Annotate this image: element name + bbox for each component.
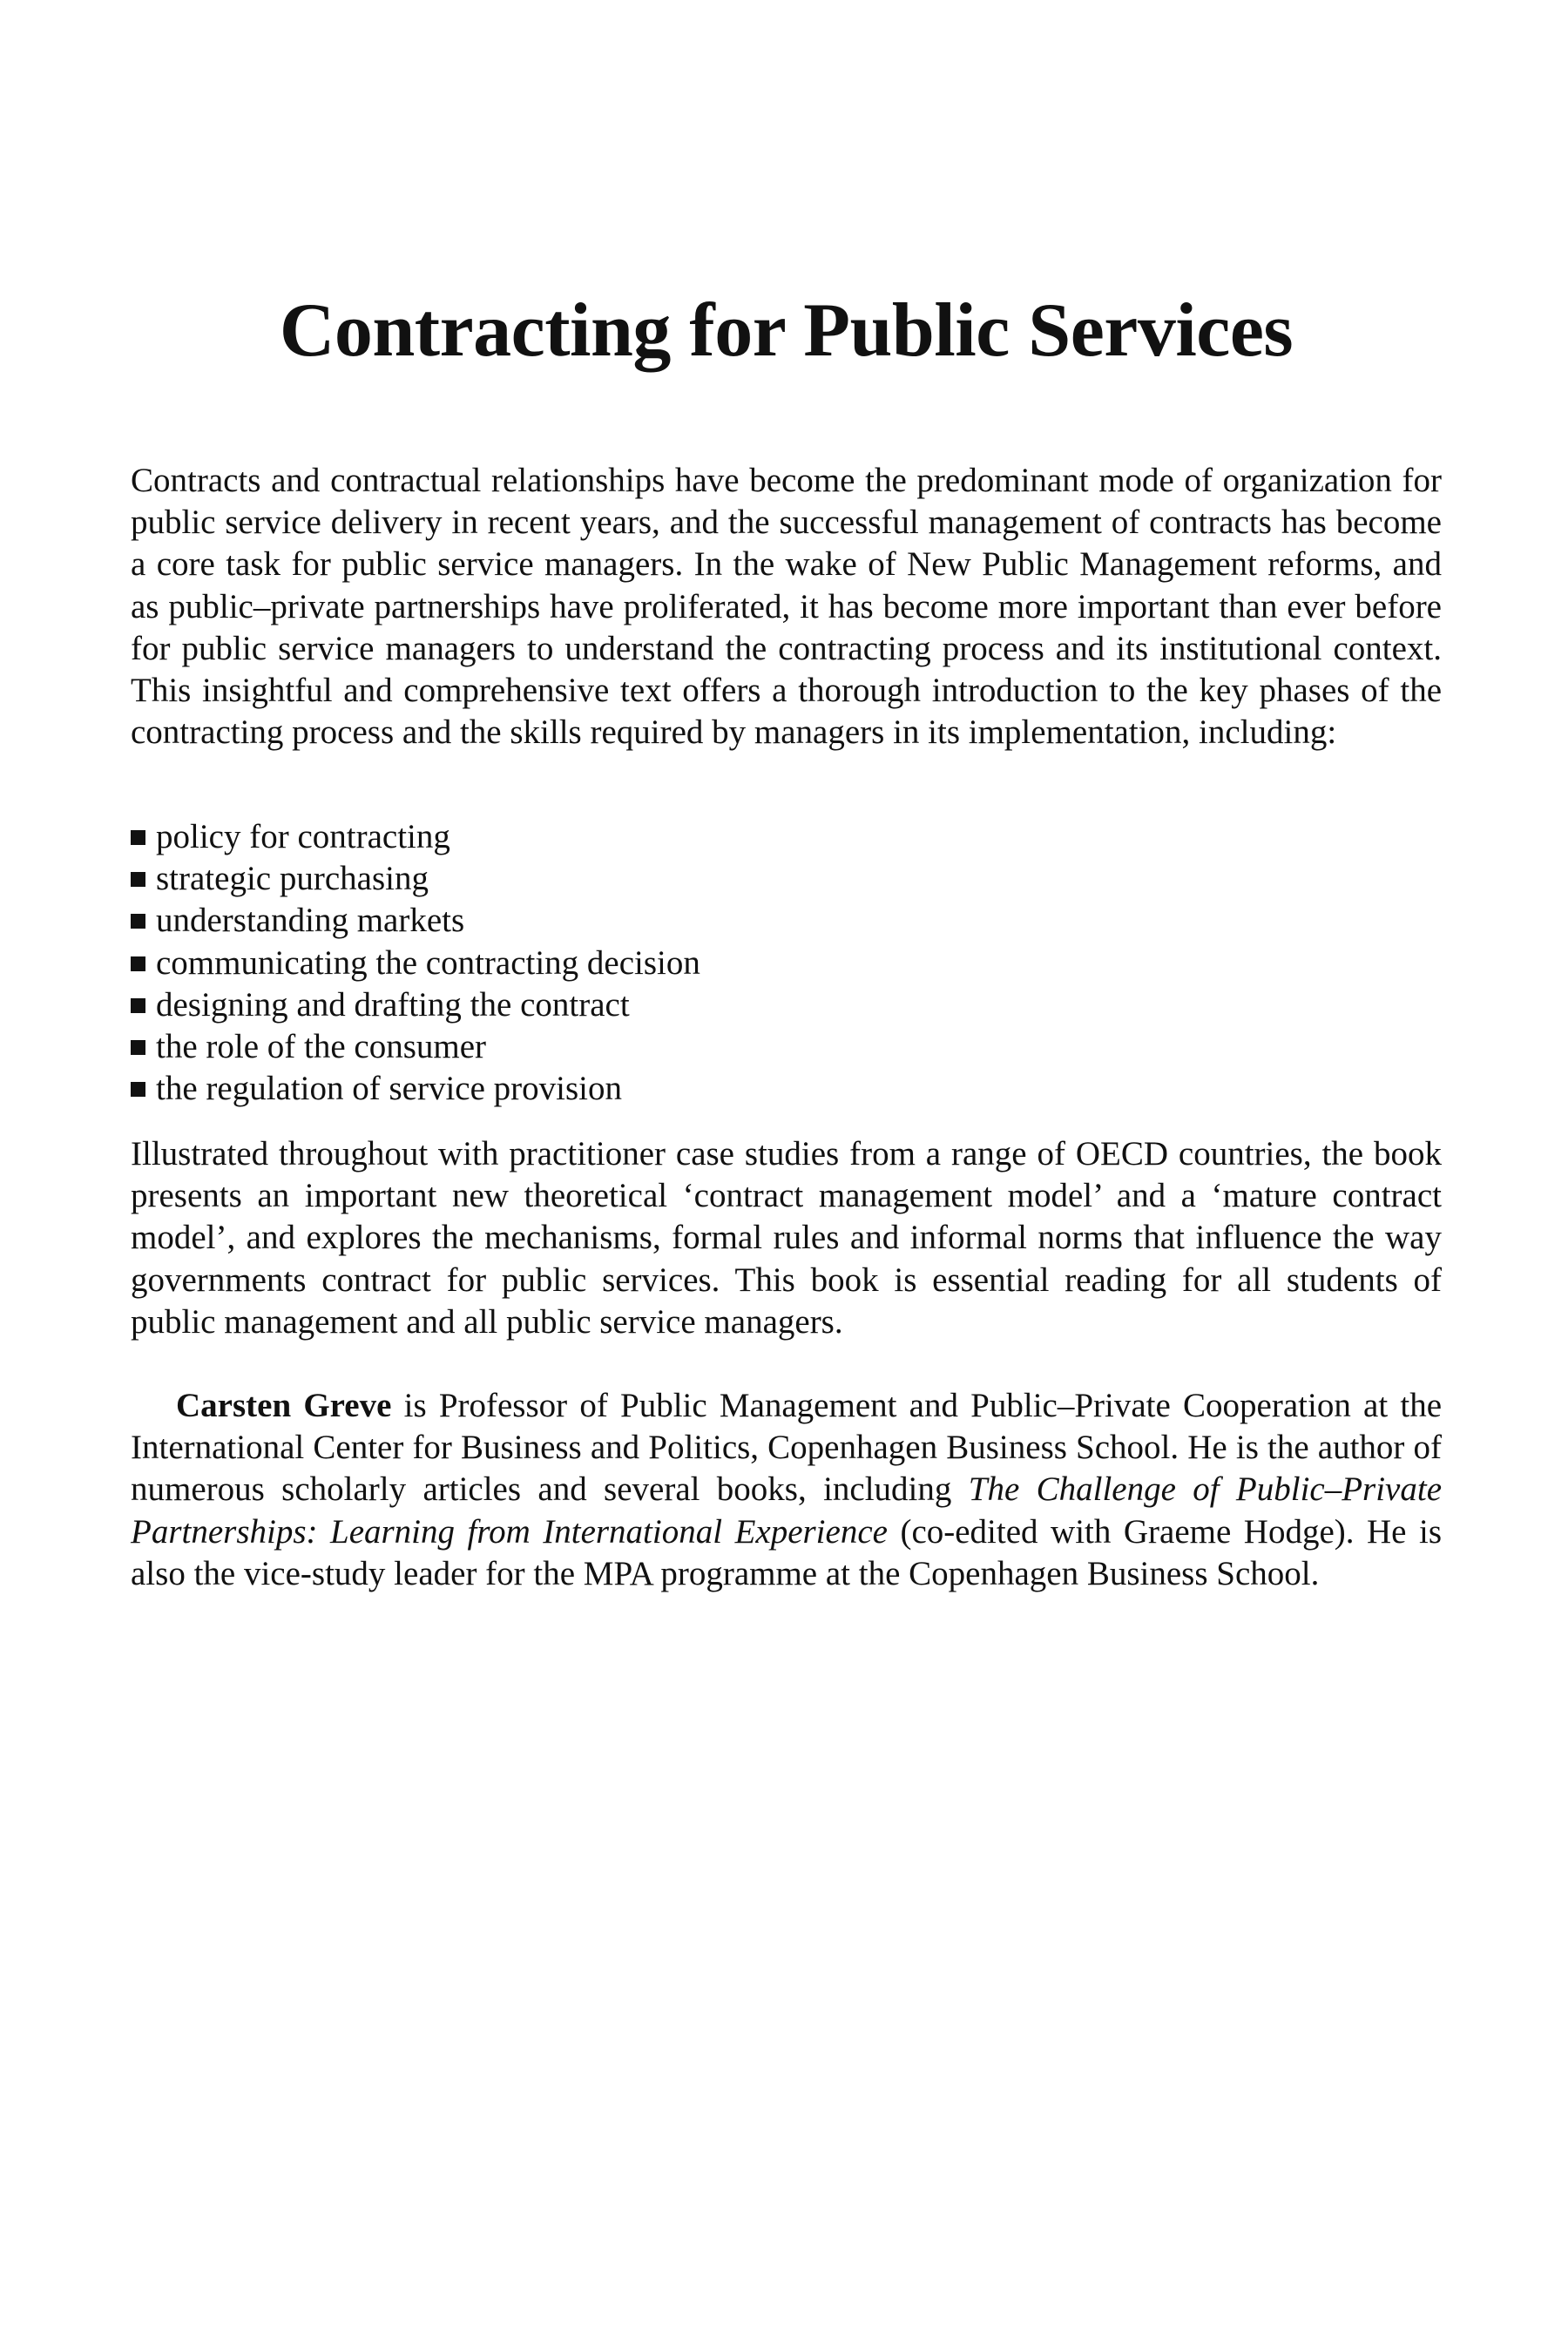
- list-item: [131, 1068, 1442, 1110]
- book-description-page: [131, 0, 1442, 2352]
- list-item-text: communicating the contracting decision: [156, 943, 700, 982]
- list-item: [131, 1026, 1442, 1068]
- author-name: Carsten Greve: [176, 1387, 392, 1424]
- book-title: The Challenge of Public–Private Partnerships: Learning from International Experience: [131, 1470, 1443, 1551]
- page-title: Contracting for Public Services: [279, 288, 1294, 373]
- list-item-text: designing and drafting the contract: [156, 985, 630, 1024]
- square-bullet-icon: [131, 914, 145, 929]
- list-item-text: the regulation of service provision: [156, 1070, 623, 1108]
- list-item: [131, 943, 1442, 984]
- bio-text-part1: is Professor of Public Management and Public–Private Cooperation at the International Center for Business and Politics, Copenhagen Business School. He is the author of numerous scholarly articles and several books, including: [131, 1387, 1443, 1509]
- bio-text-part2: (co-edited with Graeme Hodge). He is also the vice-study leader for the MPA programme at the Copenhagen Business School.: [131, 1512, 1442, 1592]
- list-item-text: strategic purchasing: [156, 860, 429, 898]
- list-item: [131, 984, 1442, 1026]
- closing-paragraph: Illustrated throughout with practitioner case studies from a range of OECD countries, the book presents an important new theoretical ‘contract management model’ and a ‘mature contract model’, and explores the mechanisms, formal rules and informal norms that influence the way governments contract for public services. This book is essential reading for all students of public management and all public service managers.: [131, 1135, 1442, 1341]
- list-item-text: the role of the consumer: [156, 1028, 487, 1066]
- square-bullet-icon: [131, 1040, 145, 1055]
- author-bio: [131, 1385, 1442, 1595]
- square-bullet-icon: [131, 872, 145, 887]
- square-bullet-icon: [131, 830, 145, 845]
- list-item: [131, 816, 1442, 858]
- intro-paragraph: Contracts and contractual relationships have become the predominant mode of organization for public service delivery in recent years, and the successful management of contracts has become a core task for public service managers. In the wake of New Public Management reforms, and as public–private partnerships have proliferated, it has become more important than ever before for public service managers to understand the contracting process and its institutional context. This insightful and comprehensive text offers a thorough introduction to the key phases of the contracting process and the skills required by managers in its implementation, including:: [131, 462, 1442, 752]
- list-item-text: policy for contracting: [156, 818, 450, 855]
- list-item: [131, 900, 1442, 942]
- list-item-text: understanding markets: [156, 902, 465, 940]
- square-bullet-icon: [131, 956, 145, 971]
- square-bullet-icon: [131, 1082, 145, 1097]
- skills-list: [131, 816, 1442, 1110]
- list-item: [131, 858, 1442, 900]
- square-bullet-icon: [131, 998, 145, 1013]
